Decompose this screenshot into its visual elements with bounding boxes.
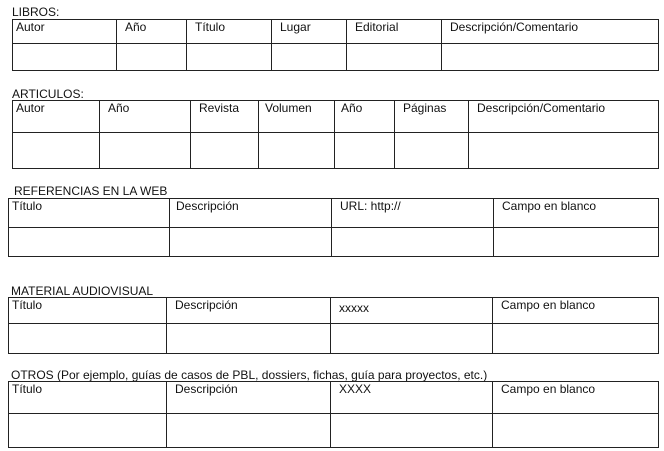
audiovisual-cell-titulo[interactable] [9, 324, 167, 354]
articulos-cell-paginas[interactable] [395, 133, 469, 169]
audiovisual-cell-descripcion[interactable] [167, 324, 331, 354]
web-cell-titulo[interactable] [9, 228, 170, 257]
otros-header-campo: Campo en blanco [493, 382, 659, 414]
libros-header-descripcion: Descripción/Comentario [442, 20, 659, 44]
articulos-cell-volumen[interactable] [259, 133, 335, 169]
audiovisual-header-descripcion: Descripción [167, 298, 331, 324]
otros-cell-descripcion[interactable] [167, 414, 331, 448]
libros-heading: LIBROS: [12, 5, 60, 19]
libros-header-autor: Autor [13, 20, 117, 44]
otros-heading: OTROS (Por ejemplo, guías de casos de PBL, dossiers, fichas, guía para proyectos, etc.) [11, 368, 488, 382]
articulos-heading: ARTICULOS: [12, 87, 84, 101]
web-header-descripcion: Descripción [170, 199, 332, 228]
web-cell-descripcion[interactable] [170, 228, 332, 257]
libros-header-titulo: Título [187, 20, 272, 44]
articulos-cell-revista[interactable] [191, 133, 259, 169]
web-header-url: URL: http:// [332, 199, 494, 228]
libros-table [12, 19, 659, 71]
articulos-header-ano: Año [100, 101, 191, 133]
web-cell-campo[interactable] [494, 228, 659, 257]
libros-header-ano: Año [117, 20, 187, 44]
otros-cell-xxxx[interactable] [331, 414, 493, 448]
libros-header-lugar: Lugar [272, 20, 347, 44]
libros-cell-autor[interactable] [13, 44, 117, 71]
libros-cell-descripcion[interactable] [442, 44, 659, 71]
web-table [8, 198, 659, 257]
otros-header-titulo: Título [9, 382, 167, 414]
otros-header-xxxx: XXXX [331, 382, 493, 414]
articulos-cell-descripcion[interactable] [469, 133, 659, 169]
otros-header-descripcion: Descripción [167, 382, 331, 414]
audiovisual-header-campo: Campo en blanco [493, 298, 659, 324]
libros-cell-ano[interactable] [117, 44, 187, 71]
articulos-cell-autor[interactable] [13, 133, 100, 169]
articulos-table [12, 100, 659, 169]
audiovisual-table [8, 297, 659, 354]
articulos-cell-ano[interactable] [100, 133, 191, 169]
articulos-header-descripcion: Descripción/Comentario [469, 101, 659, 133]
otros-cell-titulo[interactable] [9, 414, 167, 448]
web-header-titulo: Título [9, 199, 170, 228]
libros-cell-titulo[interactable] [187, 44, 272, 71]
articulos-header-revista: Revista [191, 101, 259, 133]
audiovisual-heading: MATERIAL AUDIOVISUAL [11, 284, 154, 298]
libros-header-editorial: Editorial [347, 20, 442, 44]
audiovisual-cell-campo[interactable] [493, 324, 659, 354]
audiovisual-cell-xxxxx[interactable] [331, 324, 493, 354]
articulos-header-ano-2: Año [335, 101, 395, 133]
articulos-cell-ano-2[interactable] [335, 133, 395, 169]
web-header-campo: Campo en blanco [494, 199, 659, 228]
libros-cell-lugar[interactable] [272, 44, 347, 71]
otros-table [8, 381, 659, 448]
audiovisual-header-titulo: Título [9, 298, 167, 324]
web-heading: REFERENCIAS EN LA WEB [14, 184, 168, 198]
libros-cell-editorial[interactable] [347, 44, 442, 71]
articulos-header-volumen: Volumen [259, 101, 335, 133]
articulos-header-autor: Autor [13, 101, 100, 133]
audiovisual-header-xxxxx: xxxxx [331, 298, 493, 324]
articulos-header-paginas: Páginas [395, 101, 469, 133]
web-cell-url[interactable] [332, 228, 494, 257]
otros-cell-campo[interactable] [493, 414, 659, 448]
